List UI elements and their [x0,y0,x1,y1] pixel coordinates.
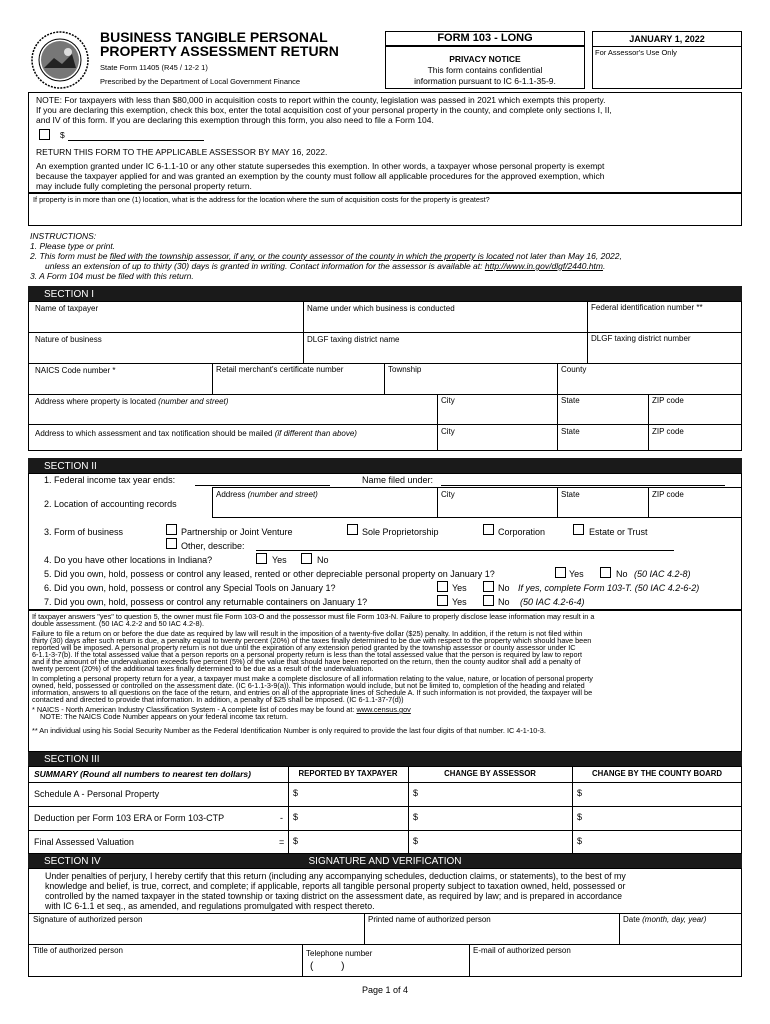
leased-property-question: 5. Did you own, hold, possess or control any leased, rented or other depreciable personal property on January 1? [44,569,495,579]
state-seal-icon [30,30,90,90]
exemption-checkbox[interactable] [39,129,50,140]
schedule-a-label: Schedule A - Personal Property [34,789,160,799]
deduction-reported-field[interactable]: $ [293,812,299,822]
mailing-address-field[interactable]: Address to which assessment and tax notification should be mailed (if different than above) [35,429,357,438]
penalty-note-3: reported will be imposed. A personal property return is not due until the expiration of any extension period granted by the township assessor or county assessor under IC [32,643,576,652]
telephone-field[interactable]: Telephone number [306,949,373,958]
signature-date-field[interactable]: Date (month, day, year) [623,915,707,924]
partnership-label: Partnership or Joint Venture [181,527,293,537]
other-locations-yes-label: Yes [272,555,287,565]
board-column-header: CHANGE BY THE COUNTY BOARD [591,769,723,778]
final-operator: = [279,837,285,847]
privacy-line1: This form contains confidential [427,65,543,75]
penalty-note-1: Failure to file a return on or before the due date as required by law will result in the imposition of a twenty-five dollar ($25) penalty. In addition, if the return is not filed within [32,629,583,638]
note-line2: If you are declaring this exemption, check this box, enter the total acquisition cost of your personal property in the county, and complete only sections I, II, [36,105,612,115]
lease-note-2: double assessment. (50 IAC 4.2-2 and 50 IAC 4.2-8). [32,619,204,628]
business-name-field[interactable]: Name under which business is conducted [307,304,455,313]
census-link[interactable]: www.census.gov [356,705,411,714]
other-locations-yes-checkbox[interactable] [256,553,267,564]
deduction-label: Deduction per Form 103 ERA or Form 103-CTP [34,813,225,823]
mailing-zip-field[interactable]: ZIP code [652,427,684,436]
disclosure-note-4: contacted and directed to provide that information. In addition, a penalty of $25 shall be imposed. (IC 6-1.1-37-7(d)) [32,695,404,704]
township-field[interactable]: Township [388,365,422,374]
title-field[interactable]: Title of authorized person [33,946,123,955]
penalty-note-2: thirty (30) days after such return is due, a penalty equal to twenty percent (20%) of the taxes finally determined to be due with respect to the property which should have been [32,636,592,645]
form-of-business-label: 3. Form of business [44,527,124,537]
other-business-label: Other, describe: [181,541,245,551]
state-form-number: State Form 11405 (R45 / 12-2 1) [100,63,208,72]
disclosure-note-1: In completing a personal property return for a year, a taxpayer must make a complete disclosure of all information relating to the value, nature, or location of personal property [32,674,593,683]
property-city-field[interactable]: City [441,396,455,405]
instructions-title: INSTRUCTIONS: [30,231,97,241]
estate-trust-checkbox[interactable] [573,524,584,535]
section-4-header: SECTION IV SIGNATURE AND VERIFICATION [28,854,742,868]
form-title-line1: BUSINESS TANGIBLE PERSONAL [100,29,328,45]
sole-proprietorship-checkbox[interactable] [347,524,358,535]
special-tools-no-label: No [498,583,510,593]
leased-reference: (50 IAC 4.2-8) [634,569,691,579]
containers-reference: (50 IAC 4.2-6-4) [520,597,585,607]
tax-year-end-label: 1. Federal income tax year ends: [44,475,176,485]
taxing-district-number-field[interactable]: DLGF taxing district number [591,334,691,343]
summary-column-header: SUMMARY (Round all numbers to nearest ten dollars) [34,769,251,779]
naics-note: * NAICS - North American Industry Classification System - A complete list of codes may be found at: www.census.gov [32,705,411,714]
disclosure-note-2: owned, held, possessed or controlled on the assessment date. (IC 6-1.1-3-9(a)). This information would include, but not be limited to, completion of the heading and related [32,681,585,690]
penalty-note-6: twenty percent (20%) of the additional taxes finally determined to be due as a result of the undervaluation. [32,664,374,673]
special-tools-no-checkbox[interactable] [483,581,494,592]
instruction-2: 2. This form must be filed with the township assessor, if any, or the county assessor of the county in which the property is located not later than May 16, 2022, [30,251,622,261]
perjury-text-2: knowledge and belief, is true, correct, and complete; if applicable, reports all tangible personal property subject to taxation owned, held, possessed or [45,881,626,891]
exempt-line2: because the taxpayer applied for and was granted an exemption by the county must follow all applicable procedures for the approved exemption, which [36,171,605,181]
privacy-title: PRIVACY NOTICE [449,54,521,64]
filing-location-text: filed with the township assessor, if any, or the county assessor of the county in which the property is located [109,251,514,261]
special-tools-yes-checkbox[interactable] [437,581,448,592]
containers-yes-checkbox[interactable] [437,595,448,606]
schedule-a-assessor-field[interactable]: $ [413,788,419,798]
special-tools-question: 6. Did you own, hold, possess or control any Special Tools on January 1? [44,583,336,593]
form-title-line2: PROPERTY ASSESSMENT RETURN [100,43,339,59]
leased-yes-label: Yes [569,569,584,579]
perjury-text-3: controlled by the named taxpayer in the stated township or taxing district on the assessment date, as required by law; and is prepared in accordance [45,891,623,901]
naics-code-note: NOTE: The NAICS Code Number appears on your federal income tax return. [40,712,289,721]
final-board-field[interactable]: $ [577,836,583,846]
schedule-a-reported-field[interactable]: $ [293,788,299,798]
instruction-2-cont: unless an extension of up to thirty (30) days is granted in writing. Contact information for the assessor is available at: http://www.in.gov/dlgf/2440.htm. [45,261,606,271]
exemption-dollar-sign: $ [60,130,65,140]
county-field[interactable]: County [561,365,587,374]
final-assessor-field[interactable]: $ [413,836,419,846]
email-field[interactable]: E-mail of authorized person [473,946,571,955]
property-state-field[interactable]: State [561,396,580,405]
other-locations-question: 4. Do you have other locations in Indiana? [44,555,213,565]
form-number: FORM 103 - LONG [437,32,533,44]
return-deadline: RETURN THIS FORM TO THE APPLICABLE ASSESSOR BY MAY 16, 2022. [36,147,328,157]
dlgf-link[interactable]: http://www.in.gov/dlgf/2440.htm [484,261,603,271]
mailing-state-field[interactable]: State [561,427,580,436]
name-filed-under-label: Name filed under: [362,475,434,485]
exempt-line3: may include fully completing the personal property return. [36,181,252,191]
corporation-checkbox[interactable] [483,524,494,535]
signature-field[interactable]: Signature of authorized person [33,915,143,924]
page-number: Page 1 of 4 [361,985,409,995]
disclosure-note-3: information, answers to all questions on the face of the return, and entries on all of the appropriate lines of Schedule A. If such information is not provided, the taxpayer will be [32,688,593,697]
instruction-1: 1. Please type or print. [30,241,116,251]
note-line1: NOTE: For taxpayers with less than $80,000 in acquisition costs to report within the county, legislation was passed in 2021 which exempts this property. [36,95,606,105]
corporation-label: Corporation [498,527,546,537]
containers-no-label: No [498,597,510,607]
ssn-note: ** An individual using his Social Security Number as the Federal Identification Number is only required to provide the last four digits of that number. IC 4-1-10-3. [32,726,546,735]
tax-year-end-field[interactable] [195,485,330,486]
records-zip-field[interactable]: ZIP code [652,490,684,499]
mailing-city-field[interactable]: City [441,427,455,436]
other-locations-no-label: No [317,555,329,565]
privacy-line2: information pursuant to IC 6-1.1-35-9. [414,76,556,86]
naics-code-field[interactable]: NAICS Code number * [35,366,116,375]
special-tools-reference: If yes, complete Form 103-T. (50 IAC 4.2-6-2) [518,583,700,593]
schedule-a-board-field[interactable]: $ [577,788,583,798]
special-tools-yes-label: Yes [452,583,467,593]
reported-column-header: REPORTED BY TAXPAYER [298,769,398,778]
note-line3: and IV of this form. If you are declaring this exemption through this form, you also need to file a Form 104. [36,115,434,125]
returnable-containers-question: 7. Did you own, hold, possess or control any returnable containers on January 1? [44,597,368,607]
section-1-header: SECTION I [28,286,742,301]
section-2-header: SECTION II [28,458,742,473]
containers-yes-label: Yes [452,597,467,607]
partnership-checkbox[interactable] [166,524,177,535]
assessor-column-header: CHANGE BY ASSESSOR [444,769,536,778]
nature-of-business-field[interactable]: Nature of business [35,335,102,344]
name-filed-under-field[interactable] [441,485,725,486]
containers-no-checkbox[interactable] [483,595,494,606]
property-zip-field[interactable]: ZIP code [652,396,684,405]
records-state-field[interactable]: State [561,490,580,499]
fein-field[interactable]: Federal identification number ** [591,303,703,312]
records-city-field[interactable]: City [441,490,455,499]
penalty-note-4: 6-1.1-3-7(b). If the total assessed value that a person reports on a personal property return is less than the total assessed value that the person is required by law to report [32,650,583,659]
lease-note-1: If taxpayer answers "yes" to question 5, the owner must file Form 103-O and the possessor must file Form 103-N. Failure to properly disclose lease information may result in a [32,612,595,621]
location-question: If property is in more than one (1) location, what is the address for the location where the sum of acquisition costs for the property is greatest? [33,195,490,204]
leased-no-checkbox[interactable] [600,567,611,578]
assessor-use-label: For Assessor's Use Only [595,48,677,57]
other-locations-no-checkbox[interactable] [301,553,312,564]
deduction-operator: - [280,813,283,823]
final-reported-field[interactable]: $ [293,836,299,846]
exemption-amount-field[interactable] [68,140,204,141]
section-3-header: SECTION III [28,752,742,766]
property-address-field[interactable]: Address where property is located (number and street) [35,397,229,406]
perjury-text-1: Under penalties of perjury, I hereby certify that this return (including any accompanying schedules, deduction claims, or statements), to the best of my [45,871,626,881]
final-valuation-label: Final Assessed Valuation [34,837,134,847]
retail-certificate-field[interactable]: Retail merchant's certificate number [216,365,344,374]
other-business-checkbox[interactable] [166,538,177,549]
estate-trust-label: Estate or Trust [589,527,648,537]
printed-name-field[interactable]: Printed name of authorized person [368,915,491,924]
deduction-assessor-field[interactable]: $ [413,812,419,822]
taxpayer-name-field[interactable]: Name of taxpayer [35,304,99,313]
telephone-area-code[interactable]: ( ) [310,961,345,972]
deduction-board-field[interactable]: $ [577,812,583,822]
sole-proprietorship-label: Sole Proprietorship [362,527,439,537]
taxing-district-name-field[interactable]: DLGF taxing district name [307,335,400,344]
accounting-records-label: 2. Location of accounting records [44,499,177,509]
records-address-field[interactable]: Address (number and street) [216,490,318,499]
prescribed-by: Prescribed by the Department of Local Government Finance [100,77,301,86]
exempt-line1: An exemption granted under IC 6-1.1-10 or any other statute supersedes this exemption. In other words, a taxpayer whose personal property is exempt [36,161,605,171]
leased-yes-checkbox[interactable] [555,567,566,578]
summary-table [28,766,742,854]
instruction-3: 3. A Form 104 must be filed with this return. [30,271,194,281]
leased-no-label: No [616,569,628,579]
assessment-date: JANUARY 1, 2022 [629,34,705,44]
penalty-note-5: and if the amount of the undervaluation exceeds five percent (5%) of the value that should have been reported on the return, then the county auditor shall add a penalty of [32,657,581,666]
perjury-text-4: with IC 6-1.1 et seq., as amended, and regulations promulgated with respect thereto. [45,901,375,911]
other-business-description-field[interactable] [256,550,674,551]
